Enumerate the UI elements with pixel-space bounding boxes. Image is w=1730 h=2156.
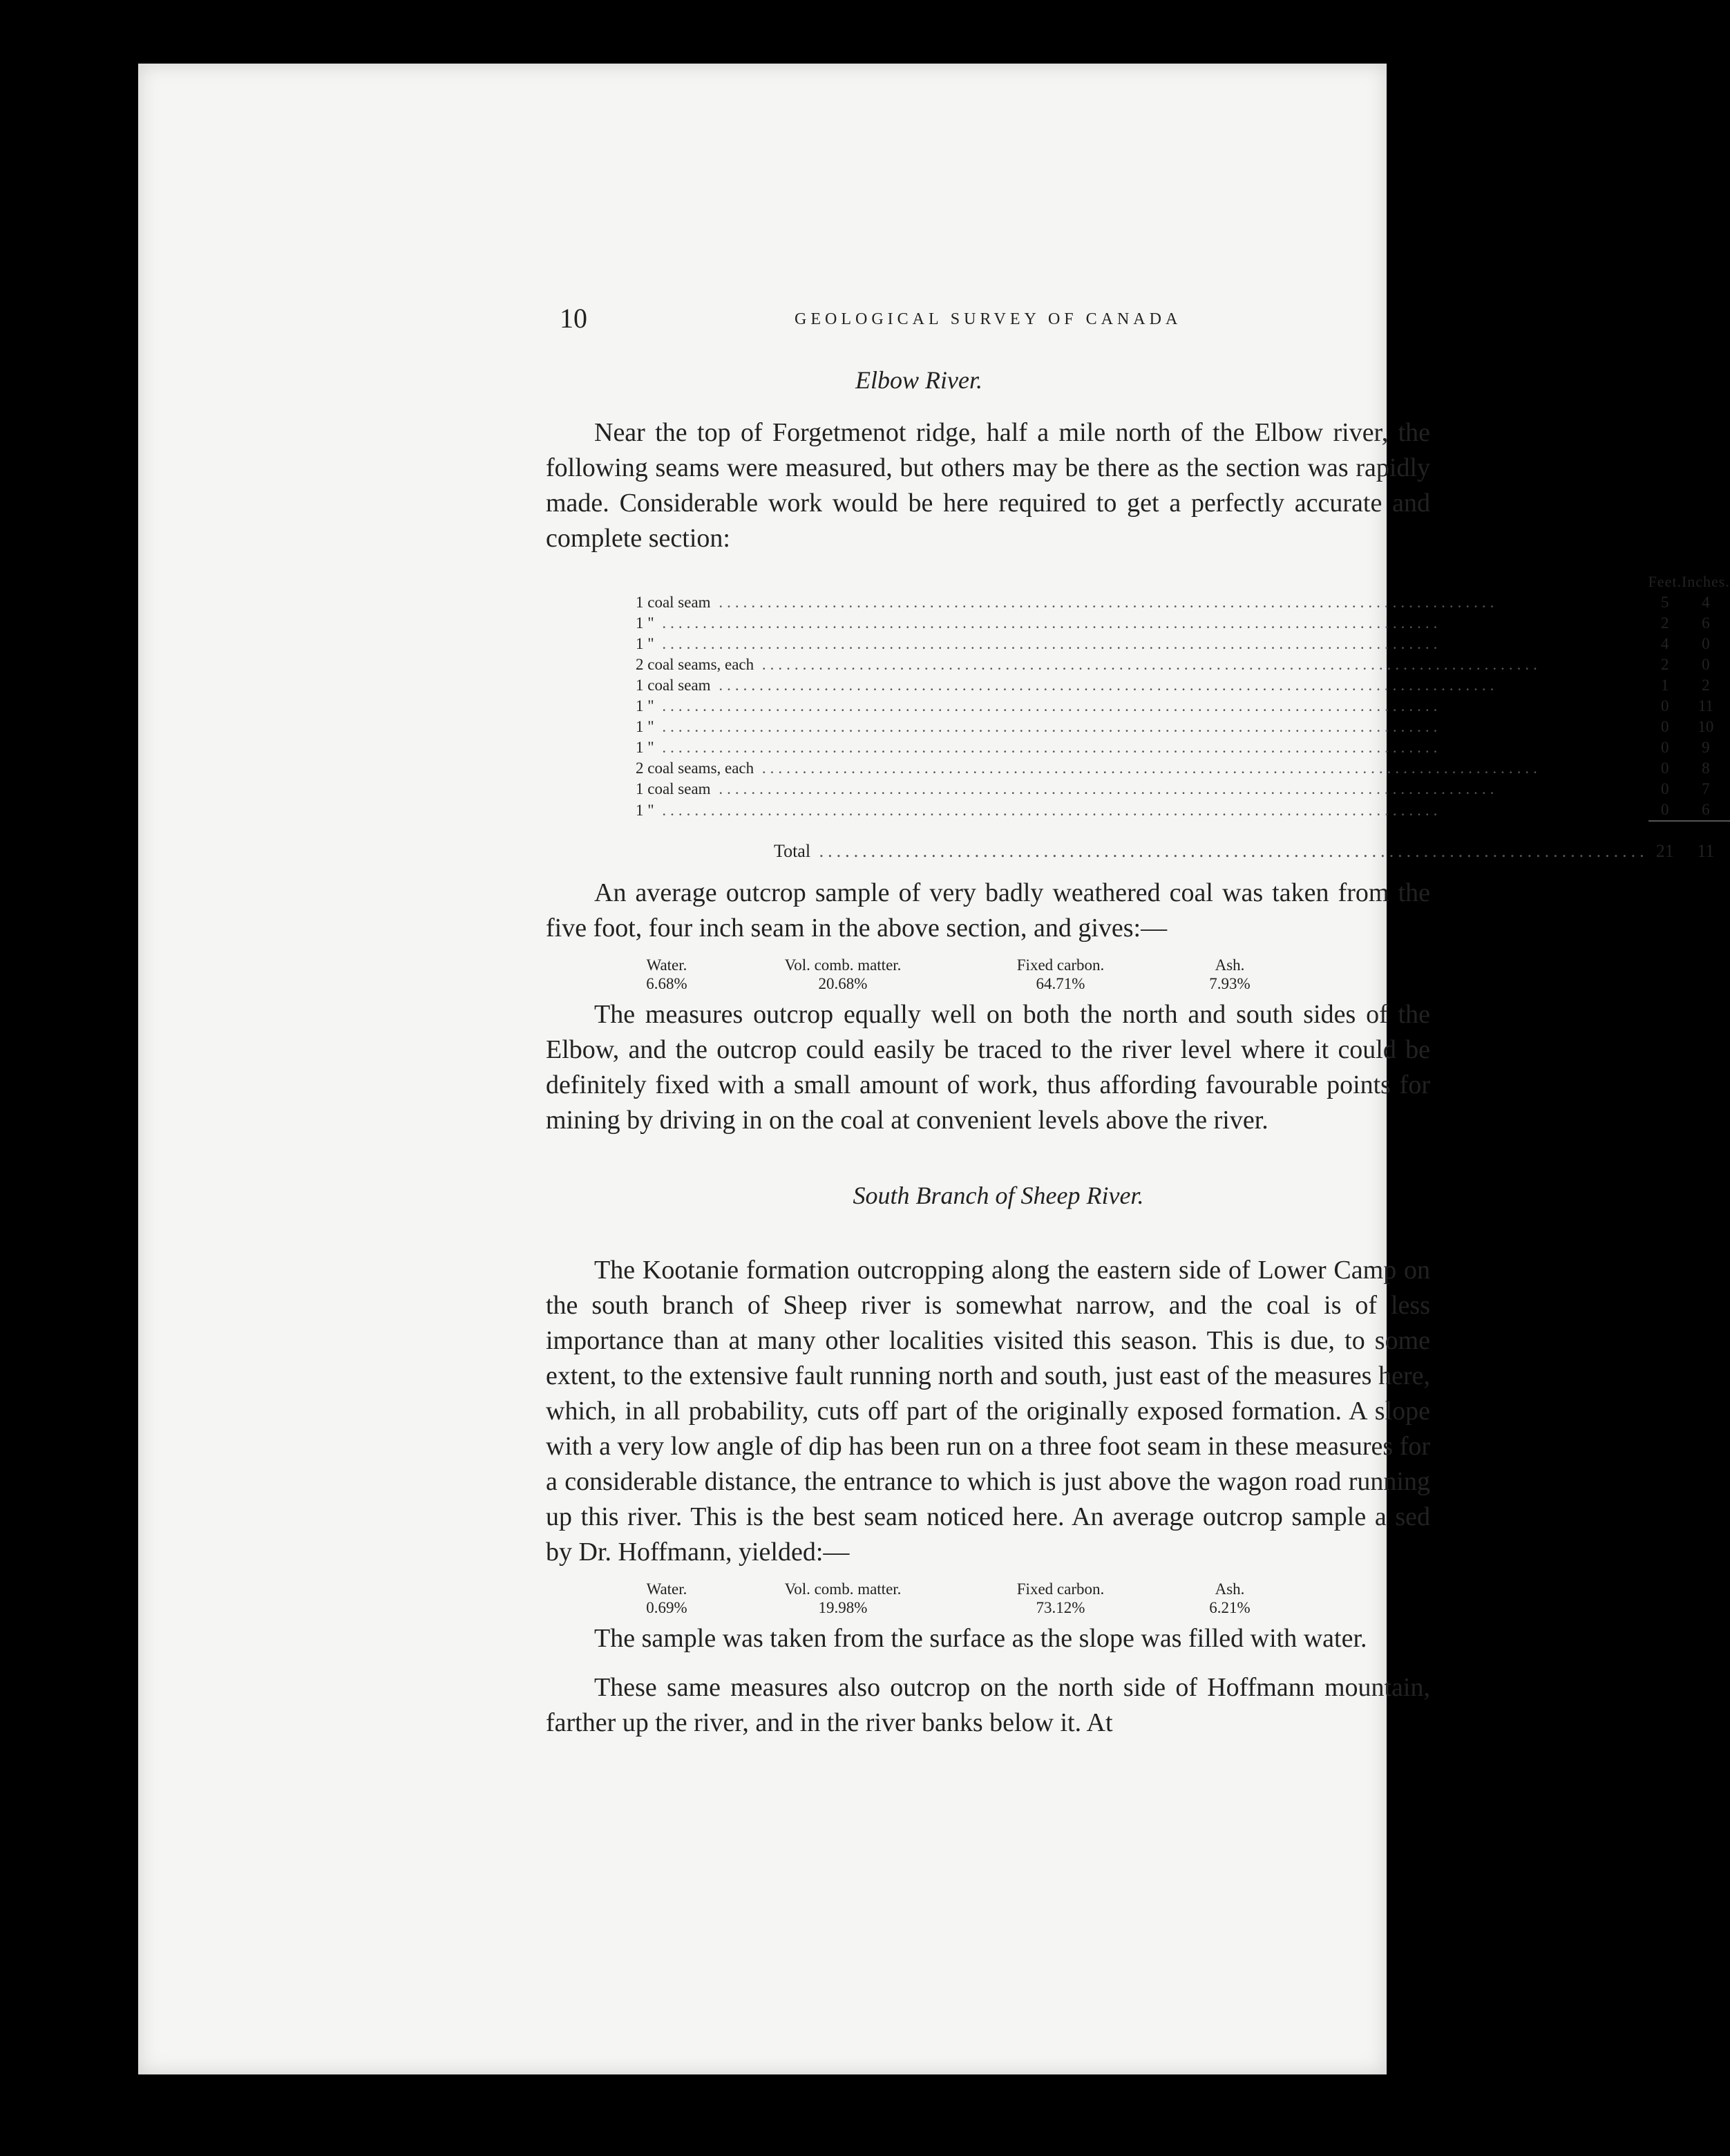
- document-page: [138, 64, 1730, 2074]
- seam-measurement-table: [636, 571, 1730, 862]
- table-total-row: [636, 821, 1730, 862]
- column-header-inches: Inches.: [1681, 573, 1730, 590]
- table-header-row: [636, 571, 1730, 592]
- column-header-feet: Feet.: [1648, 573, 1682, 590]
- table-row: 2 coal seams, each ..... 0 8: [636, 758, 1730, 779]
- running-title: GEOLOGICAL SURVEY OF CANADA: [795, 310, 1182, 328]
- table-row: 1 coal seam ..... 0 7: [636, 779, 1730, 800]
- table-row: 2 coal seams, each ..... 2 0: [636, 654, 1730, 675]
- coal-analysis-elbow: [594, 956, 1285, 993]
- table-row: 1 " ..... 0 10: [636, 717, 1730, 737]
- water-label: Water.: [646, 1580, 687, 1598]
- water-value: 6.68%: [646, 975, 687, 992]
- ash-label: Ash.: [1215, 1580, 1245, 1598]
- table-row: 1 " ..... 0 6: [636, 800, 1730, 821]
- page-header: [408, 302, 1430, 343]
- fixed-carbon-value: 64.71%: [1036, 975, 1085, 992]
- total-feet: 21: [1648, 821, 1682, 862]
- table-row: 1 " ..... 0 11: [636, 696, 1730, 717]
- total-inches: 11: [1682, 821, 1730, 862]
- vol-value: 19.98%: [818, 1599, 868, 1616]
- water-label: Water.: [646, 956, 687, 974]
- section-title-sheep-river: South Branch of Sheep River.: [853, 1182, 1144, 1209]
- paragraph-sample-water: The sample was taken from the surface as the slope was filled with water.: [594, 1624, 1367, 1653]
- paragraph-kootanie: The Kootanie formation outcropping along the eastern side of Lower Camp on the south branch of Sheep river is somewhat narrow, and the coal is of less importance than at many other localities visited this season. This is due, to some extent, to the extensive fault running north and south, just east of the measures here, which, in all probability, cuts off part of the originally exposed formation. A slope with a very low angle of dip has been run on a three foot seam in these measures for a considerable distance, the entrance to which is just above the wagon road running up this river. This is the best seam noticed here. An average outcrop sample a sed by Dr. Hoffmann, yielded:—: [546, 1256, 1430, 1567]
- fixed-carbon-label: Fixed carbon.: [1016, 1580, 1105, 1598]
- vol-label: Vol. comb. matter.: [784, 956, 902, 974]
- fixed-carbon-label: Fixed carbon.: [1016, 956, 1105, 974]
- total-label: Total .....: [774, 841, 1648, 861]
- paragraph-elbow-intro: Near the top of Forgetmenot ridge, half a mile north of the Elbow river, the following seams were measured, but others may be there as the section was rapidly made. Considerable work would be here required to get a perfectly accurate and complete section:: [546, 418, 1430, 553]
- ash-value: 6.21%: [1209, 1599, 1251, 1616]
- section-title-elbow-river: Elbow River.: [855, 366, 982, 394]
- table-row: 1 " ..... 0 9: [636, 737, 1730, 758]
- water-value: 0.69%: [646, 1599, 687, 1616]
- coal-analysis-sheep: [594, 1580, 1285, 1617]
- ash-label: Ash.: [1215, 956, 1245, 974]
- paragraph-elbow-outcrop: The measures outcrop equally well on both the north and south sides of the Elbow, and the outcrop could easily be traced to the river level where it could be definitely fixed with a small amount of work, thus affording favourable points for mining by driving in on the coal at convenient levels above the river.: [546, 1000, 1430, 1135]
- table-row: 1 coal seam ..... 5 4: [636, 592, 1730, 613]
- table-row: 1 coal seam ..... 1 2: [636, 675, 1730, 696]
- table-row: 1 " ..... 2 6: [636, 613, 1730, 634]
- paragraph-hoffmann: These same measures also outcrop on the north side of Hoffmann mountain, farther up the river, and in the river banks below it. At: [546, 1673, 1430, 1737]
- vol-value: 20.68%: [818, 975, 868, 992]
- ash-value: 7.93%: [1209, 975, 1251, 992]
- vol-label: Vol. comb. matter.: [784, 1580, 902, 1598]
- page-text-area: [408, 302, 1730, 1741]
- fixed-carbon-value: 73.12%: [1036, 1599, 1085, 1616]
- paragraph-elbow-sample: An average outcrop sample of very badly weathered coal was taken from the five foot, four inch seam in the above section, and gives:—: [546, 878, 1430, 943]
- table-row: 1 " ..... 4 0: [636, 634, 1730, 654]
- page-number: 10: [560, 303, 587, 334]
